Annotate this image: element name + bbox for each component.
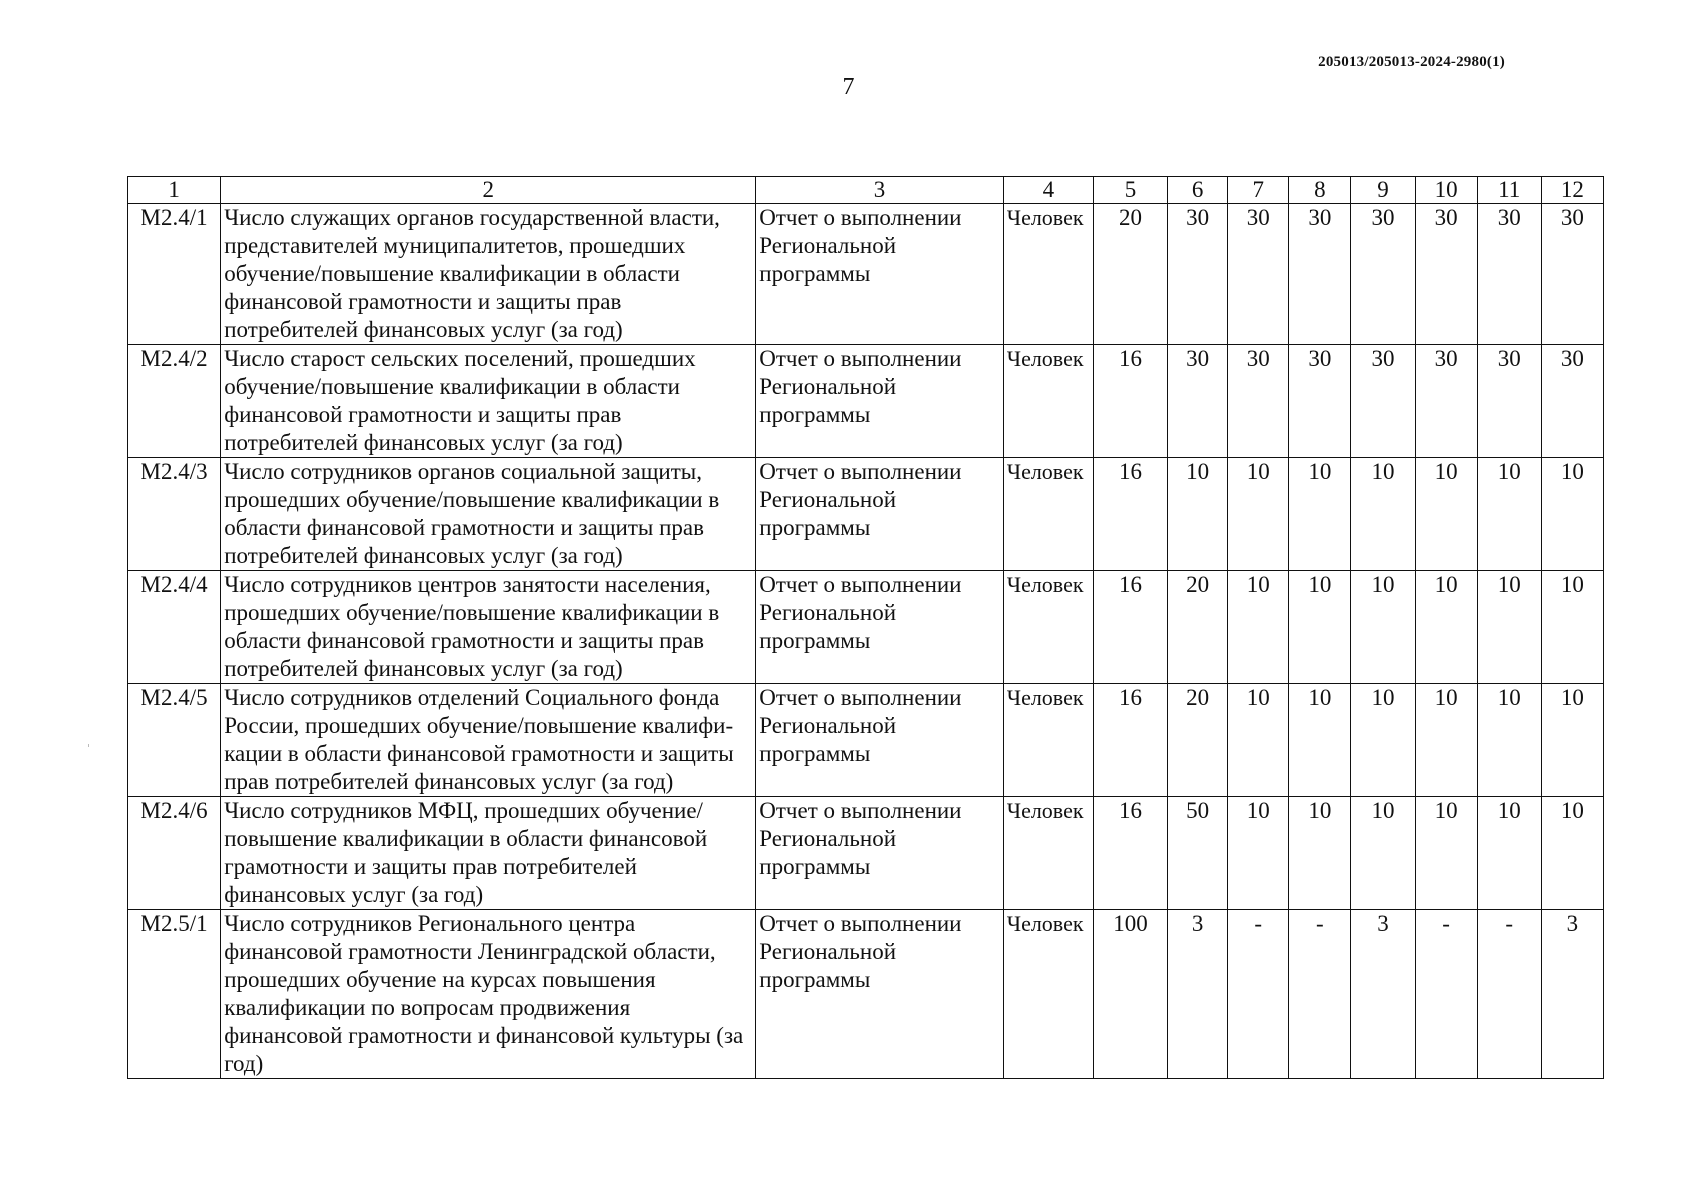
indicator-value: -	[1415, 910, 1477, 1079]
table-row	[128, 458, 1604, 571]
indicator-value: 30	[1541, 204, 1603, 345]
column-header: 1	[128, 177, 221, 204]
table-row	[128, 345, 1604, 458]
page-number: 7	[842, 74, 855, 100]
indicator-source: Отчет о выполнении Региональной программы	[756, 797, 1004, 910]
indicator-unit: Человек	[1003, 345, 1093, 458]
indicator-value: 50	[1168, 797, 1228, 910]
indicator-value: 30	[1228, 345, 1289, 458]
table-body	[128, 177, 1604, 1079]
indicator-value: 10	[1289, 684, 1351, 797]
indicator-source: Отчет о выполнении Региональной программы	[756, 910, 1004, 1079]
indicator-name: Число сотрудников Регионального центра финансовой грамотности Ленинградской области, прошедших обучение на курсах повышения квалификации по вопросам продвижения финансовой грамотности и финансовой культуры (за год)	[221, 910, 756, 1079]
margin-mark	[88, 744, 89, 747]
indicator-value: 30	[1289, 345, 1351, 458]
indicator-name: Число сотрудников центров занятости населения, прошедших обучение/повышение квалификации в области финансовой грамотности и защиты прав потребителей финансовых услуг (за год)	[221, 571, 756, 684]
document-code: 205013/205013-2024-2980(1)	[1318, 54, 1505, 70]
indicator-value: 10	[1289, 797, 1351, 910]
indicator-value: 20	[1168, 684, 1228, 797]
column-number-row	[128, 177, 1604, 204]
indicator-value: -	[1289, 910, 1351, 1079]
indicator-value: 30	[1351, 345, 1415, 458]
indicator-value: 10	[1415, 684, 1477, 797]
indicator-value: 16	[1093, 458, 1167, 571]
indicator-name: Число сотрудников органов социальной защиты, прошедших обучение/повышение квалификации в области финансовой грамотности и защиты прав потребителей финансовых услуг (за год)	[221, 458, 756, 571]
indicator-value: 100	[1093, 910, 1167, 1079]
indicator-value: 10	[1351, 458, 1415, 571]
column-header: 4	[1003, 177, 1093, 204]
table-row	[128, 684, 1604, 797]
indicator-value: 10	[1541, 458, 1603, 571]
indicator-value: 10	[1351, 571, 1415, 684]
indicator-unit: Человек	[1003, 204, 1093, 345]
indicator-name: Число сотрудников МФЦ, прошедших обучение/повышение квалификации в области финансовой грамотности и защиты прав потребителей финансовых услуг (за год)	[221, 797, 756, 910]
indicator-unit: Человек	[1003, 684, 1093, 797]
indicator-code: М2.4/2	[128, 345, 221, 458]
indicator-value: 10	[1541, 797, 1603, 910]
indicator-value: 20	[1093, 204, 1167, 345]
indicator-value: 30	[1168, 345, 1228, 458]
indicator-value: 30	[1541, 345, 1603, 458]
indicator-value: 10	[1477, 458, 1541, 571]
table-row	[128, 797, 1604, 910]
indicator-code: М2.4/4	[128, 571, 221, 684]
indicator-value: 3	[1168, 910, 1228, 1079]
indicator-code: М2.4/5	[128, 684, 221, 797]
indicator-value: 30	[1415, 345, 1477, 458]
indicator-value: 16	[1093, 684, 1167, 797]
indicator-value: 30	[1415, 204, 1477, 345]
indicator-value: 30	[1351, 204, 1415, 345]
column-header: 2	[221, 177, 756, 204]
indicator-source: Отчет о выполнении Региональной программы	[756, 345, 1004, 458]
indicator-source: Отчет о выполнении Региональной программы	[756, 458, 1004, 571]
indicator-value: 10	[1228, 458, 1289, 571]
indicator-value: 10	[1415, 458, 1477, 571]
column-header: 9	[1351, 177, 1415, 204]
column-header: 11	[1477, 177, 1541, 204]
indicator-source: Отчет о выполнении Региональной программы	[756, 204, 1004, 345]
indicator-code: М2.4/3	[128, 458, 221, 571]
indicator-value: 10	[1541, 571, 1603, 684]
indicator-value: 10	[1228, 684, 1289, 797]
indicator-name: Число служащих органов государственной власти, представителей муниципалитетов, прошедших обучение/повышение квалификации в области финансовой грамотности и защиты прав потребителей финансовых услуг (за год)	[221, 204, 756, 345]
indicator-unit: Человек	[1003, 571, 1093, 684]
indicator-value: 16	[1093, 345, 1167, 458]
indicator-value: 3	[1351, 910, 1415, 1079]
column-header: 6	[1168, 177, 1228, 204]
indicator-value: 10	[1289, 571, 1351, 684]
indicator-value: 10	[1477, 797, 1541, 910]
indicator-value: 10	[1415, 571, 1477, 684]
indicator-value: 10	[1228, 797, 1289, 910]
indicator-value: 20	[1168, 571, 1228, 684]
indicator-value: 10	[1477, 571, 1541, 684]
indicator-value: -	[1228, 910, 1289, 1079]
indicator-value: -	[1477, 910, 1541, 1079]
indicator-value: 3	[1541, 910, 1603, 1079]
indicator-code: М2.4/1	[128, 204, 221, 345]
indicator-value: 10	[1168, 458, 1228, 571]
indicator-value: 30	[1477, 204, 1541, 345]
indicator-source: Отчет о выполнении Региональной программы	[756, 571, 1004, 684]
indicator-value: 30	[1289, 204, 1351, 345]
table-row	[128, 910, 1604, 1079]
indicator-value: 10	[1351, 684, 1415, 797]
column-header: 12	[1541, 177, 1603, 204]
indicator-value: 30	[1168, 204, 1228, 345]
indicator-name: Число старост сельских поселений, прошедших обучение/повышение квалификации в области финансовой грамотности и защиты прав потребителей финансовых услуг (за год)	[221, 345, 756, 458]
indicator-source: Отчет о выполнении Региональной программы	[756, 684, 1004, 797]
indicator-code: М2.4/6	[128, 797, 221, 910]
table-row	[128, 571, 1604, 684]
column-header: 5	[1093, 177, 1167, 204]
indicator-value: 10	[1228, 571, 1289, 684]
column-header: 10	[1415, 177, 1477, 204]
column-header: 7	[1228, 177, 1289, 204]
indicator-value: 16	[1093, 571, 1167, 684]
indicators-table	[127, 176, 1604, 1079]
indicator-value: 10	[1477, 684, 1541, 797]
indicator-value: 30	[1477, 345, 1541, 458]
indicator-value: 10	[1541, 684, 1603, 797]
indicator-code: М2.5/1	[128, 910, 221, 1079]
indicator-unit: Человек	[1003, 458, 1093, 571]
indicator-value: 30	[1228, 204, 1289, 345]
indicator-unit: Человек	[1003, 797, 1093, 910]
indicator-value: 16	[1093, 797, 1167, 910]
table-row	[128, 204, 1604, 345]
indicator-name: Число сотрудников отделений Социального фонда России, прошедших обучение/повышение квалифи-кации в области финансовой грамотности и защиты прав потребителей финансовых услуг (за год)	[221, 684, 756, 797]
indicator-value: 10	[1415, 797, 1477, 910]
column-header: 3	[756, 177, 1004, 204]
indicator-value: 10	[1289, 458, 1351, 571]
indicator-unit: Человек	[1003, 910, 1093, 1079]
indicator-value: 10	[1351, 797, 1415, 910]
column-header: 8	[1289, 177, 1351, 204]
